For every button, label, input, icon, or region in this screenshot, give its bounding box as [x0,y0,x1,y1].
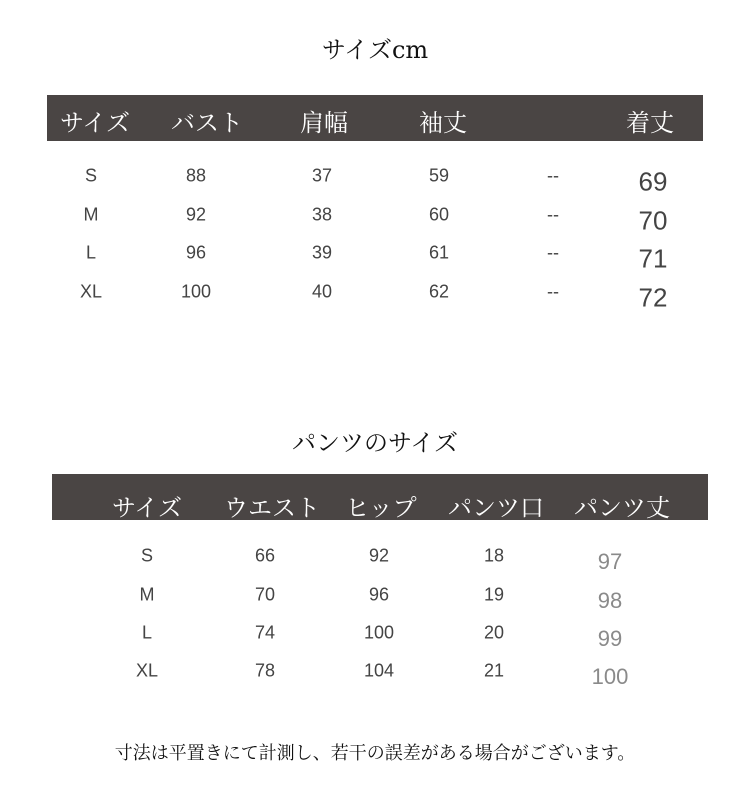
cell-shoulder: 39 [311,242,333,263]
header-length: 着丈 [626,109,674,137]
cell-dash: -- [547,204,559,225]
header-hip: ヒップ [345,494,417,522]
cell-size: XL [79,281,103,302]
cell-dash: -- [547,242,559,263]
cell-size: XL [135,660,159,681]
cell-hip: 104 [363,660,395,681]
header-sleeve: 袖丈 [419,109,467,137]
cell-bust: 100 [180,281,212,302]
cell-pants-length: 100 [591,664,629,689]
cell-size: L [141,622,153,643]
cell-hip: 92 [368,545,390,566]
cell-sleeve: 60 [428,204,450,225]
cell-hem: 20 [483,622,505,643]
cell-waist: 70 [254,584,276,605]
pants-table-header [52,474,708,520]
cell-bust: 88 [185,165,207,186]
cell-hip: 100 [363,622,395,643]
cell-size: S [140,545,154,566]
cell-dash: -- [547,281,559,302]
size-table-header [47,95,703,141]
cell-waist: 74 [254,622,276,643]
header-waist: ウエスト [224,494,320,522]
cell-shoulder: 40 [311,281,333,302]
cell-bust: 92 [185,204,207,225]
cell-hem: 21 [483,660,505,681]
cell-hip: 96 [368,584,390,605]
cell-size: M [139,584,155,605]
cell-length: 72 [638,282,668,313]
cell-size: L [85,242,97,263]
header-shoulder: 肩幅 [300,109,348,137]
cell-sleeve: 62 [428,281,450,302]
cell-length: 71 [638,243,668,274]
cell-bust: 96 [185,242,207,263]
cell-sleeve: 59 [428,165,450,186]
cell-shoulder: 37 [311,165,333,186]
measurement-note: 寸法は平置きにて計測し、若干の誤差がある場合がございます。 [114,743,636,764]
cell-pants-length: 99 [597,626,623,651]
cell-waist: 66 [254,545,276,566]
cell-hem: 18 [483,545,505,566]
cell-dash: -- [547,165,559,186]
header-bust: バスト [171,109,243,137]
cell-length: 70 [638,205,668,236]
cell-length: 69 [638,166,668,197]
pants-size-title: パンツのサイズ [291,429,459,457]
cell-size: S [84,165,98,186]
cell-shoulder: 38 [311,204,333,225]
size-chart-title: サイズcm [321,36,429,64]
header-hem: パンツ口 [448,494,544,522]
cell-pants-length: 98 [597,588,623,613]
cell-pants-length: 97 [597,549,623,574]
cell-size: M [83,204,99,225]
cell-sleeve: 61 [428,242,450,263]
cell-waist: 78 [254,660,276,681]
cell-hem: 19 [483,584,505,605]
header-size: サイズ [59,109,131,137]
header-pants-size: サイズ [111,494,183,522]
header-pants-length: パンツ丈 [574,494,670,522]
